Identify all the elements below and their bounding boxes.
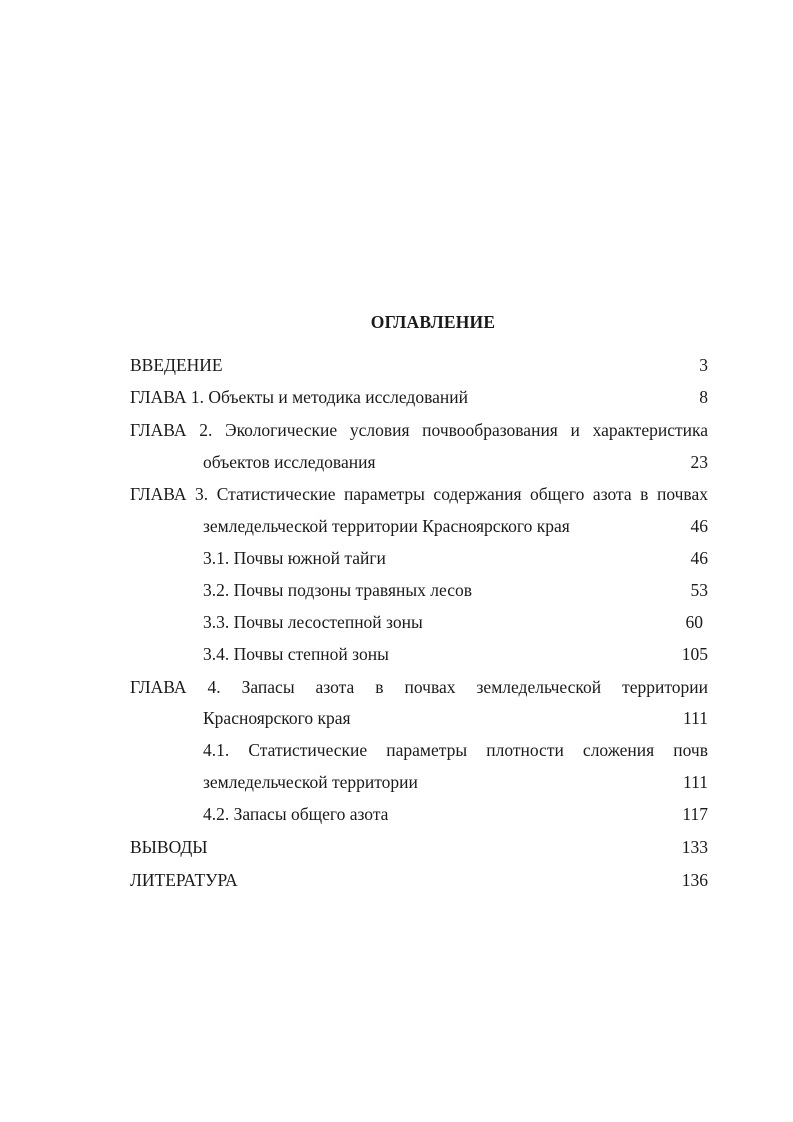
toc-entry-literature bbox=[130, 868, 708, 892]
toc-entry-chapter-4-line1 bbox=[130, 675, 708, 699]
toc-page-number: 117 bbox=[682, 804, 708, 824]
toc-entry-section-4-1-line2 bbox=[203, 770, 708, 794]
toc-entry-text: ГЛАВА 1. Объекты и методика исследований bbox=[130, 387, 468, 407]
toc-entry-chapter-4-line2 bbox=[203, 706, 708, 730]
toc-entry-text: 3.1. Почвы южной тайги bbox=[203, 548, 386, 568]
toc-entry-section-4-1-line1 bbox=[203, 738, 708, 762]
toc-page-number: 111 bbox=[683, 772, 708, 792]
toc-entry-text: ГЛАВА 2. Экологические условия почвообразования и характеристика bbox=[130, 420, 708, 440]
toc-entry-text: 4.1. Статистические параметры плотности сложения почв bbox=[203, 740, 708, 760]
toc-entry-text: ЛИТЕРАТУРА bbox=[130, 870, 238, 890]
toc-page-number: 53 bbox=[690, 580, 708, 600]
toc-entry-text: Красноярского края bbox=[203, 708, 351, 728]
page-title: ОГЛАВЛЕНИЕ bbox=[370, 312, 496, 332]
toc-entry-section-3-4 bbox=[203, 642, 708, 666]
toc-page-number: 8 bbox=[699, 387, 708, 407]
toc-entry-chapter-3-line1 bbox=[130, 482, 708, 506]
toc-page-number: 60 bbox=[685, 612, 703, 632]
toc-page-number: 46 bbox=[690, 548, 708, 568]
toc-page-number: 3 bbox=[699, 355, 708, 375]
toc-entry-text: ГЛАВА 3. Статистические параметры содержания общего азота в почвах bbox=[130, 484, 708, 504]
toc-page-number: 111 bbox=[683, 708, 708, 728]
toc-entry-conclusions bbox=[130, 835, 708, 859]
toc-page-number: 136 bbox=[681, 870, 708, 890]
toc-entry-chapter-1 bbox=[130, 385, 708, 409]
toc-entry-section-4-2 bbox=[203, 802, 708, 826]
toc-entry-text: 3.4. Почвы степной зоны bbox=[203, 644, 389, 664]
toc-entry-text: 3.3. Почвы лесостепной зоны bbox=[203, 612, 423, 632]
toc-entry-section-3-3 bbox=[203, 610, 708, 634]
toc-entry-text: 3.2. Почвы подзоны травяных лесов bbox=[203, 580, 472, 600]
toc-entry-chapter-2-line1 bbox=[130, 418, 708, 442]
toc-entry-text: земледельческой территории bbox=[203, 772, 418, 792]
toc-page-number: 105 bbox=[681, 644, 708, 664]
toc-entry-text: объектов исследования bbox=[203, 452, 376, 472]
toc-page-number: 23 bbox=[690, 452, 708, 472]
toc-entry-section-3-2 bbox=[203, 578, 708, 602]
toc-entry-chapter-2-line2 bbox=[203, 450, 708, 474]
toc-entry-intro bbox=[130, 353, 708, 377]
toc-entry-chapter-3-line2 bbox=[203, 514, 708, 538]
toc-page-number: 46 bbox=[690, 516, 708, 536]
toc-entry-text: 4.2. Запасы общего азота bbox=[203, 804, 389, 824]
toc-entry-text: ГЛАВА 4. Запасы азота в почвах земледельческой территории bbox=[130, 677, 708, 697]
toc-entry-section-3-1 bbox=[203, 546, 708, 570]
toc-entry-text: ВВЕДЕНИЕ bbox=[130, 355, 223, 375]
toc-entry-text: земледельческой территории Красноярского края bbox=[203, 516, 570, 536]
toc-page-number: 133 bbox=[681, 837, 708, 857]
toc-entry-text: ВЫВОДЫ bbox=[130, 837, 208, 857]
